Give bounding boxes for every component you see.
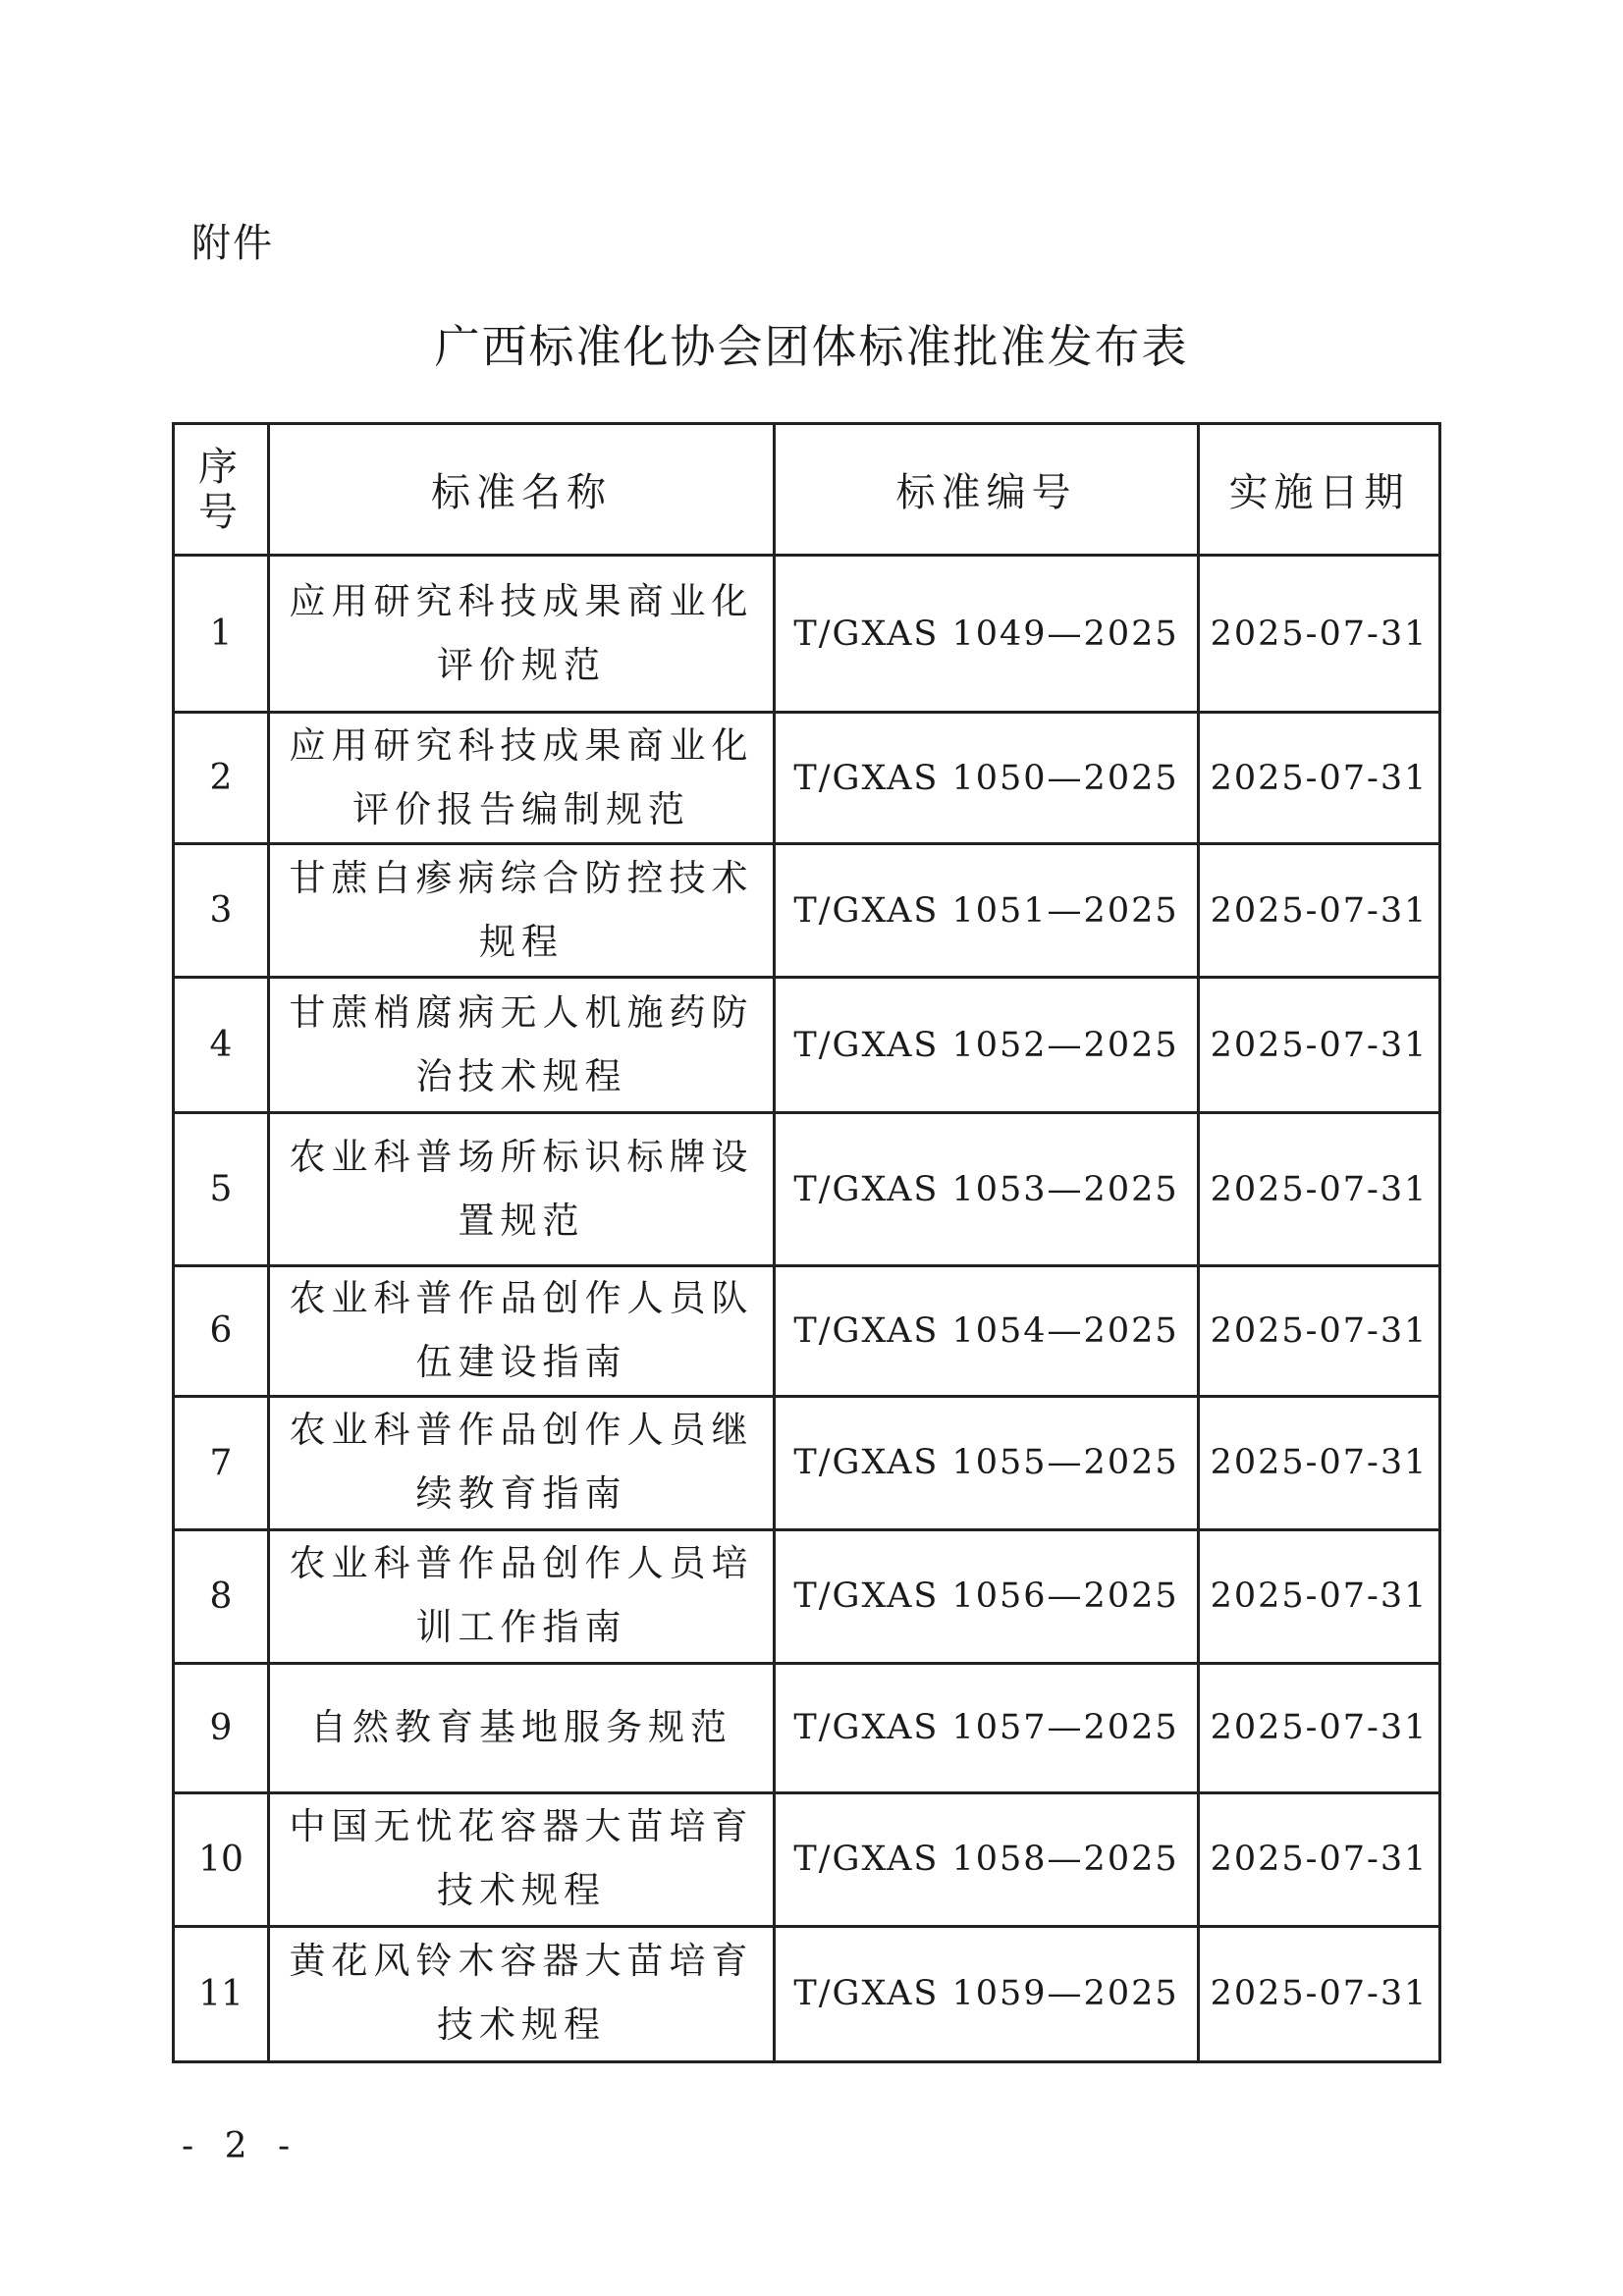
attachment-label: 附件 [191,221,274,266]
table-row [174,556,1440,713]
row-seq: 2 [174,713,269,844]
row-date: 2025-07-31 [1199,1396,1440,1529]
header-seq-line2: 号 [198,489,243,535]
row-code: T/GXAS 1051—2025 [775,844,1199,978]
header-date: 实施日期 [1199,424,1440,556]
header-code: 标准编号 [775,424,1199,556]
row-name: 中国无忧花容器大苗培育技术规程 [269,1792,775,1926]
row-seq: 9 [174,1663,269,1792]
row-code: T/GXAS 1052—2025 [775,978,1199,1113]
header-seq [174,424,269,556]
standards-table [172,422,1441,2063]
row-date: 2025-07-31 [1199,713,1440,844]
table-row [174,1529,1440,1663]
table-row [174,1113,1440,1266]
table-header-row [174,424,1440,556]
row-code: T/GXAS 1059—2025 [775,1926,1199,2061]
row-seq: 4 [174,978,269,1113]
row-date: 2025-07-31 [1199,1792,1440,1926]
page-number: - 2 - [182,2126,300,2166]
row-name: 黄花风铃木容器大苗培育技术规程 [269,1926,775,2061]
row-name: 农业科普作品创作人员继续教育指南 [269,1396,775,1529]
table-row [174,1266,1440,1397]
table-row [174,1663,1440,1792]
row-seq: 11 [174,1926,269,2061]
row-date: 2025-07-31 [1199,1266,1440,1397]
row-code: T/GXAS 1058—2025 [775,1792,1199,1926]
row-name: 应用研究科技成果商业化评价报告编制规范 [269,713,775,844]
table-row [174,1926,1440,2061]
document-title: 广西标准化协会团体标准批准发布表 [434,320,1189,373]
header-name: 标准名称 [269,424,775,556]
table-row [174,978,1440,1113]
table-row [174,1792,1440,1926]
row-code: T/GXAS 1055—2025 [775,1396,1199,1529]
row-date: 2025-07-31 [1199,1926,1440,2061]
row-name: 农业科普作品创作人员培训工作指南 [269,1529,775,1663]
row-code: T/GXAS 1053—2025 [775,1113,1199,1266]
row-seq: 3 [174,844,269,978]
row-date: 2025-07-31 [1199,1529,1440,1663]
table-row [174,1396,1440,1529]
row-seq: 5 [174,1113,269,1266]
row-name: 甘蔗梢腐病无人机施药防治技术规程 [269,978,775,1113]
table-row [174,713,1440,844]
row-code: T/GXAS 1049—2025 [775,556,1199,713]
row-code: T/GXAS 1054—2025 [775,1266,1199,1397]
row-seq: 6 [174,1266,269,1397]
row-seq: 10 [174,1792,269,1926]
row-name: 甘蔗白瘆病综合防控技术规程 [269,844,775,978]
row-date: 2025-07-31 [1199,978,1440,1113]
row-name: 自然教育基地服务规范 [269,1663,775,1792]
row-code: T/GXAS 1056—2025 [775,1529,1199,1663]
row-date: 2025-07-31 [1199,556,1440,713]
row-seq: 7 [174,1396,269,1529]
row-date: 2025-07-31 [1199,1663,1440,1792]
row-name: 应用研究科技成果商业化评价规范 [269,556,775,713]
row-code: T/GXAS 1057—2025 [775,1663,1199,1792]
row-seq: 1 [174,556,269,713]
row-name: 农业科普作品创作人员队伍建设指南 [269,1266,775,1397]
row-code: T/GXAS 1050—2025 [775,713,1199,844]
header-seq-line1: 序 [198,444,243,490]
table-row [174,844,1440,978]
row-seq: 8 [174,1529,269,1663]
row-date: 2025-07-31 [1199,1113,1440,1266]
row-date: 2025-07-31 [1199,844,1440,978]
row-name: 农业科普场所标识标牌设置规范 [269,1113,775,1266]
